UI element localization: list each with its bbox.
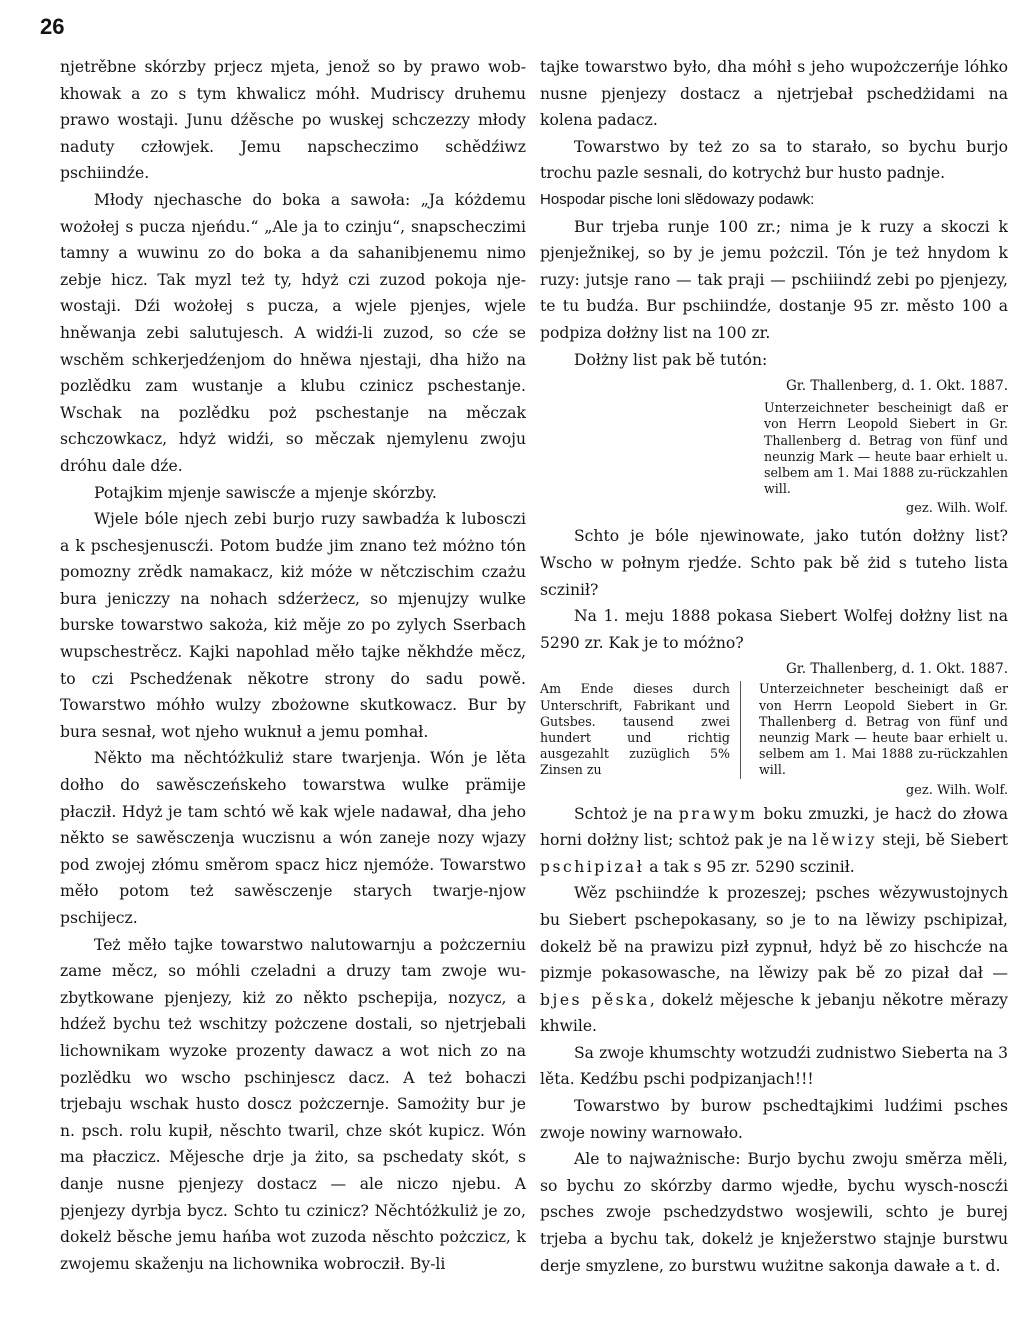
paragraph: tajke towarstwo było, dha móhł s jeho wupożczerńje lóhko nusne pjenjezy dostacz a njetrjebał pschedżidami na kolena padacz. — [540, 58, 1008, 130]
page-number: 26 — [40, 14, 65, 39]
paragraph: Dołżny list pak bě tutón: — [574, 350, 768, 369]
paragraph: Ale to najważnische: Burjo bychu zwoju směrza měli, so bychu zo skórzby darmo wjedłe, bychu wysch-noscźi psches zwoje pschedzydstwo wosjewili, schto je burej trjeba a bychu tak, dokelż je knježerstwo stajnje burstwu derje smyzlene, zo burstwu wużitne sakonja dawałe a t. d. — [540, 1150, 1008, 1275]
receipt-signature: gez. Wilh. Wolf. — [905, 501, 1008, 517]
paragraph: Na 1. meju 1888 pokasa Siebert Wolfej dołżny list na 5290 zr. Kak je to móżno? — [540, 607, 1008, 652]
right-column — [540, 54, 1008, 1279]
paragraph: Też měło tajke towarstwo nalutowarnju a pożczerniu zame měcz, so móhli czeladni a druzy tam zwoje wu-zbytkowane pjenjezy, kiż zo někto pschepija, nozycz, a hdźež bychu też wschitzy pożczene dostali, so njetrjebali lichownikam wyzoke prozenty dawacz a wot nich zo na pozlědku wo wscho pschinjescz dacz. A też bohaczi trjebaju wschak husto doscz pożczernje. Samożity bur je n. psch. rolu kupił, něschto twaril, chze skót kupicz. Wón ma płaczicz. Mějesche drje ja żito, sa pschedaty skót, s danje nusne pjenjezy dostacz — ale niczo njebu. A pjenjezy dyrbja bycz. Schto tu czinicz? Něchtóżkuliż je zo, dokelż běsche jemu hańba wot zuzoda něschto pożczicz, k zwojemu skaženju na lichownika wobrocził. By-li — [60, 935, 526, 1273]
emphasis-text: prawym — [678, 804, 758, 823]
bill-signature: gez. Wilh. Wolf. — [905, 782, 1008, 798]
place-date: Gr. Thallenberg, d. 1. Okt. 1887. — [785, 661, 1008, 678]
left-column — [60, 54, 526, 1277]
emphasis-text: lěwizy — [812, 831, 877, 850]
paragraph: Bur trjeba runje 100 zr.; nima je k ruzy a skoczi k pjenježnikej, so by je jemu pożczil. Tón je też hnydom k ruzy: jutsje rano — tak praji — pschiiindź zebi po pjenjezy, te tu budźa. Bur pschiindźe, dostanje 95 zr. město 100 a podpiza dołżny list na 100 zr. — [540, 217, 1008, 342]
paragraph — [540, 801, 1008, 881]
text-run: a tak s 95 zr. 5290 sczinił. — [649, 857, 855, 876]
text-run: boku zmuzki, je hacż do złowa horni dołżny list; schtoż pak je na — [540, 804, 1008, 850]
receipt-note — [764, 400, 1008, 519]
text-run: Wěz pschiindźe k prozeszej; psches wězywustojnych bu Siebert pschepokasany, so je to na lěwizy pschipizał, dokelż bě na prawizu pizł zypnuł, hdyż bě zo hischcźe na pizmje pokasowasche, na lěwizy pak bě zo pizał dał — — [540, 884, 1008, 983]
paragraph: Někto ma něchtóżkuliż stare twarjenja. Wón je lěta dołho do sawěsczeńskeho towarstwa wulke prämije płacził. Hdyż je tam schtó wě kak wjele nadawał, dha jeho někto se sawěsczenja wuczisnu a wón zaneje nozy wjazy pod zwojej złómu směrom spacz hicz njemóże. Towarstwo měło potom też sawěsczenje starych twarje-njow pschijecz. — [60, 749, 526, 927]
bill-right-text: Unterzeichneter bescheinigt daß er von Herrn Leopold Siebert in Gr. Thallenberg d. Betrag von fünf und neunzig Mark — heute baar erhielt u. selbem am 1. Mai 1888 zu-rückzahlen will. — [740, 681, 1008, 778]
bill-left-text: Am Ende dieses durch Unterschrift, Fabrikant und Gutsbes. tausend zwei hundert und richtig ausgezahlt zuzüglich 5% Zinsen zu — [540, 681, 730, 778]
paragraph: Towarstwo by też zo sa to starało, so bychu burjo trochu pazle sesnali, do kotrychż bur husto padnje. — [540, 137, 1008, 183]
text-run: , dokelż mějesche k jebanju někotre měrazy khwile. — [540, 990, 1008, 1036]
paragraph: Hospodar pische loni slědowazy podawk: — [540, 190, 815, 208]
forged-bill — [540, 681, 1008, 778]
receipt-text: Unterzeichneter bescheinigt daß er von Herrn Leopold Siebert in Gr. Thallenberg d. Betrag von fünf und neunzig Mark — heute baar erhielt u. selbem am 1. Mai 1888 zu-rückzahlen will. — [764, 400, 1008, 497]
paragraph — [540, 880, 1008, 1040]
paragraph: Schto je bóle njewinowate, jako tutón dołżny list? Wscho w połnym rjedźe. Schto pak bě żid s tuteho lista sczinił? — [540, 527, 1008, 599]
paragraph: Wjele bóle njech zebi burjo ruzy sawbadźa k lubosczi a k pschesjenuscźi. Potom budźe jim znano też móżno tón pomozny zrědk namakacz, kiż móże w nětczischim czażu bura jeniczzy na nohach sdźerżecz, so mjenujzy wulke burske towarstwo sakoża, kiż měje zo po zylych Sserbach wupschestrěcz. Kajki napohlad měło tajke někhdźe měcz, to czi Pschedźenak někotre strony do sadu powě. Towarstwo móhło wulzy zbożowne skutkowacz. Bur by bura sesnał, wot njeho wuknuł a jemu pomhał. — [60, 510, 526, 741]
paragraph: Młody njechasche do boka a sawoła: „Ja kóżdemu wożołej s pucza njeńdu.“ „Ale ja to czinju“, snapscheczimi tamny a wuwinu zo do boka a da sahanibjenemu nimo zebje hicz. Tak myzl też ty, hdyż czi zuzod pokoja nje-wostaji. Dźi wożołej s pucza, a wjele pjenjes, wjele hněwanja zebi salutujesch. A widźi-li zuzod, so cźe se wschěm schkerjedźenjom do hněwa njestaji, dha hižo na pozlědku zam wustanje a klubu czinicz pschestanje. Wschak na pozlědku poż pschestanje na měczak schczowkacz, hdyż widźi, so měczak njemylenu zwoju dróhu dale dźe. — [60, 190, 526, 475]
text-run: steji, bě Siebert — [882, 831, 1008, 850]
text-run: Schtoż je na — [574, 804, 673, 823]
place-date: Gr. Thallenberg, d. 1. Okt. 1887. — [785, 378, 1008, 395]
emphasis-text: pschipizał — [540, 857, 645, 876]
paragraph: njetrěbne skórzby prjecz mjeta, jenož so by prawo wob-khowak a zo s tym khwalicz móhł. Mudriscy druhemu prawo wostaji. Junu dźěsche po wuskej schczezzy młody naduty człowjek. Jemu napscheczimo schědźiwz pschiindźe. — [60, 58, 526, 183]
paragraph: Potajkim mjenje sawiscźe a mjenje skórzby. — [94, 483, 437, 502]
paragraph: Sa zwoje khumschty wotzudźi zudnistwo Sieberta na 3 lěta. Kedźbu pschi podpizanjach!!! — [540, 1043, 1008, 1089]
paragraph: Towarstwo by burow pschedtajkimi ludźimi psches zwoje nowiny warnowało. — [540, 1097, 1008, 1142]
emphasis-text: bjes pěska — [540, 990, 650, 1009]
